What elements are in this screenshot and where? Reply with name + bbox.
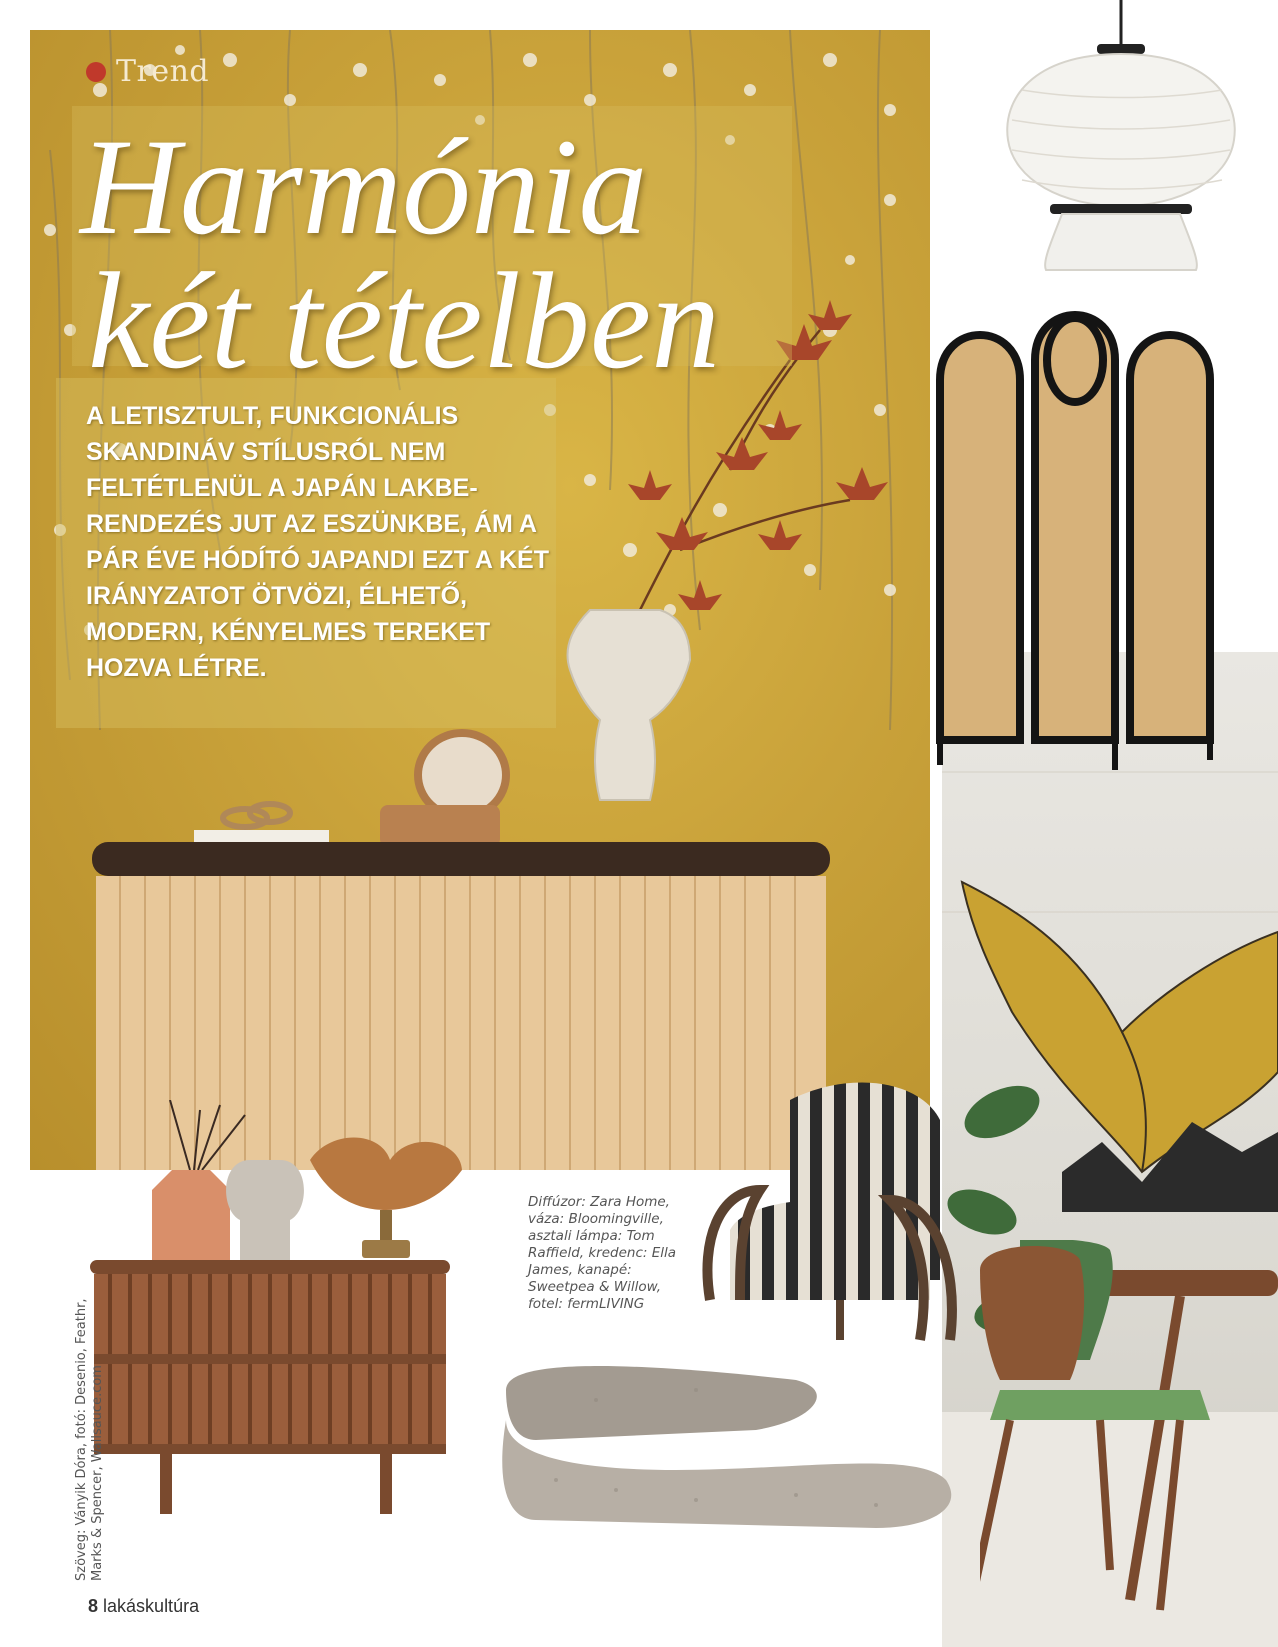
magazine-name: lakáskultúra [103, 1596, 200, 1616]
page-number: 8 [88, 1596, 99, 1616]
vase [568, 610, 691, 800]
photo-credits: Szöveg: Ványik Dóra, fotó: Desenio, Feathr, Marks & Spencer, Wallsauce.com [74, 1298, 105, 1581]
section-label: Trend [116, 54, 210, 89]
headline-line-1: Harmónia [80, 110, 648, 263]
section-dot [86, 62, 106, 82]
rattan-folding-screen [920, 300, 1220, 770]
ceramic-vase [226, 1160, 304, 1260]
headline-line-2: két tételben [88, 244, 721, 397]
dining-set [980, 1240, 1278, 1640]
sideboard-top [92, 842, 830, 876]
reed-diffuser [152, 1170, 230, 1260]
product-credits: Diffúzor: Zara Home, váza: Bloomingville, asztali lámpa: Tom Raffield, kredenc: Ella James, kanapé: Sweetpea & Willow, fotel: fermLIVING [528, 1194, 677, 1312]
lead-paragraph: A LETISZTULT, FUNKCIONÁLIS SKANDINÁV STÍLUSRÓL NEM FELTÉTLENÜL A JAPÁN LAKBE-RENDEZÉS JUT AZ ESZÜNKBE, ÁM A PÁR ÉVE HÓDÍTÓ JAPANDI EZT A KÉT IRÁNYZATOT ÖTVÖZI, ÉLHETŐ, MODERN, KÉNYELMES TEREKET HOZVA LÉTRE. [86, 402, 550, 682]
wood-ribbon-lamp [310, 1138, 462, 1211]
boucle-sofa [496, 1360, 966, 1530]
page-footer [88, 1596, 199, 1617]
mirror [418, 733, 506, 817]
wooden-box [380, 805, 500, 847]
pendant-lamp [1002, 0, 1240, 290]
slatted-console [90, 1100, 490, 1560]
